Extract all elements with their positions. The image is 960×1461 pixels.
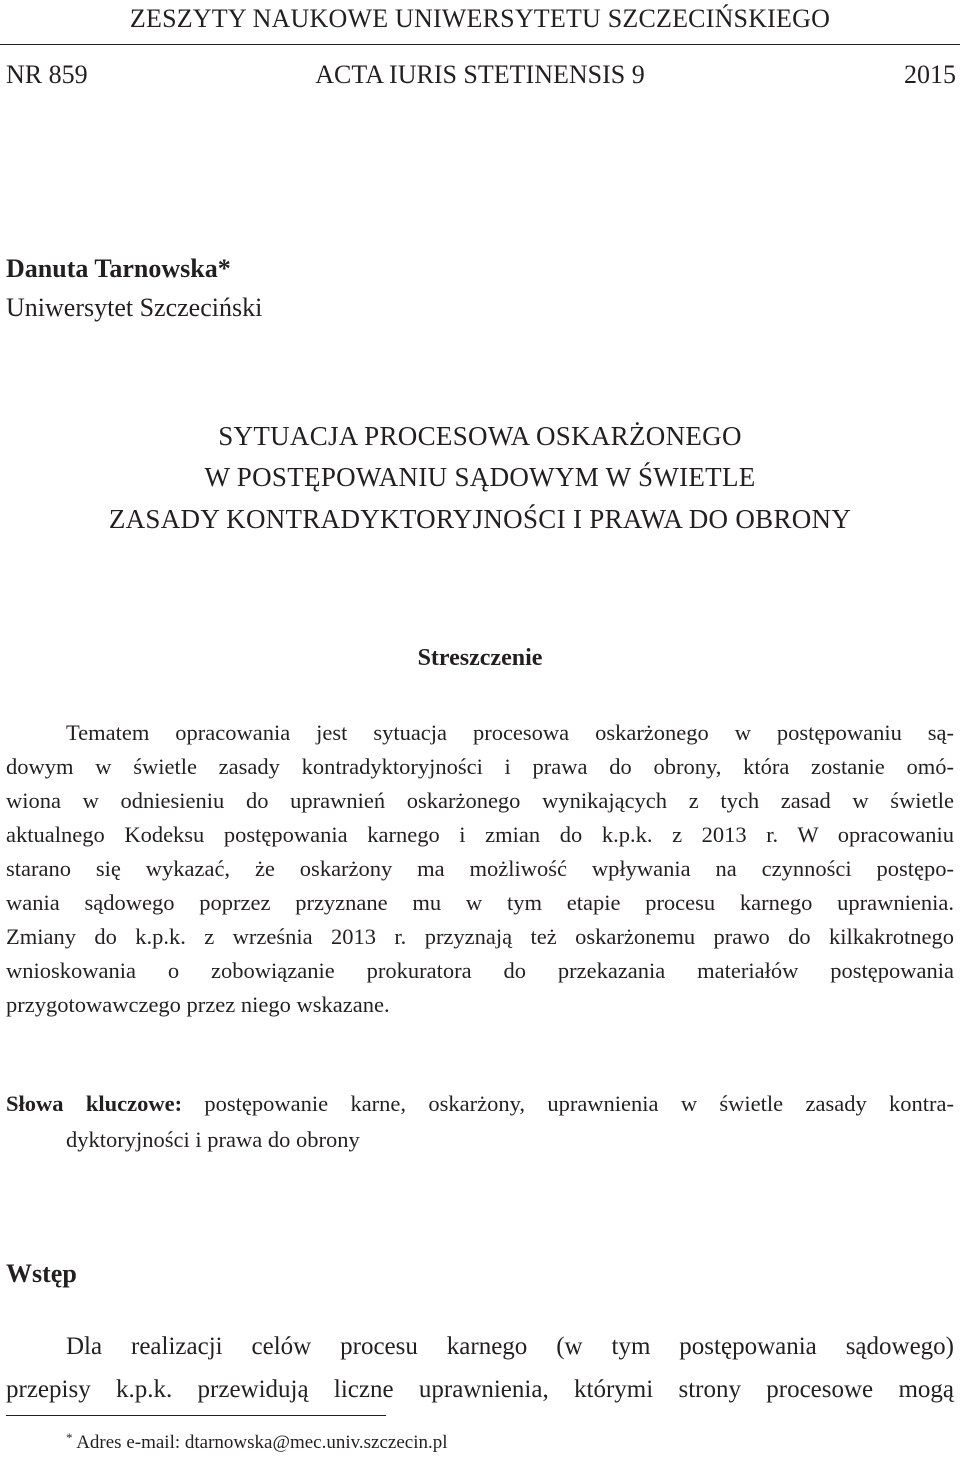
issue-row (0, 60, 960, 92)
footnote (66, 1432, 448, 1454)
keywords-label: Słowa kluczowe: (6, 1091, 183, 1116)
body-line: Dla realizacji celów procesu karnego (w tym postępowania sądowego) (66, 1333, 954, 1360)
footnote-text: Adres e-mail: dtarnowska@mec.univ.szczecin.pl (72, 1432, 448, 1453)
keywords-continuation: dyktoryjności i prawa do obrony (66, 1127, 360, 1152)
header-divider (0, 44, 960, 45)
footnote-divider (6, 1415, 386, 1416)
abstract-line: wania sądowego poprzez przyznane mu w tym etapie procesu karnego uprawnienia. (6, 890, 954, 915)
author-affiliation: Uniwersytet Szczeciński (6, 293, 263, 322)
abstract-heading: Streszczenie (417, 645, 543, 671)
footnote-mark: * (66, 1430, 73, 1445)
abstract-line: przygotowawczego przez niego wskazane. (6, 992, 390, 1017)
issue-year: 2015 (904, 60, 956, 89)
abstract-line: wiona w odniesieniu do uprawnień oskarżonego wynikających z tych zasad w świetle (6, 788, 954, 813)
section-heading: Wstęp (6, 1259, 77, 1288)
author-name: Danuta Tarnowska* (6, 254, 231, 283)
paper-title-line-2: W POSTĘPOWANIU SĄDOWYM W ŚWIETLE (204, 462, 756, 492)
keywords-text: postępowanie karne, oskarżony, uprawnienia w świetle zasady kontra- (182, 1091, 954, 1116)
issue-number: NR 859 (6, 60, 88, 89)
abstract-line: wnioskowania o zobowiązanie prokuratora do przekazania materiałów postępowania (6, 958, 954, 983)
keywords-line (6, 1091, 954, 1121)
body-line: przepisy k.p.k. przewidują liczne uprawnienia, którymi strony procesowe mogą (6, 1376, 954, 1403)
abstract-line: Tematem opracowania jest sytuacja procesowa oskarżonego w postępowaniu są- (66, 720, 954, 745)
abstract-line: aktualnego Kodeksu postępowania karnego i zmian do k.p.k. z 2013 r. W opracowaniu (6, 822, 954, 847)
series-title: ACTA IURIS STETINENSIS 9 (315, 60, 645, 89)
paper-title-line-1: SYTUACJA PROCESOWA OSKARŻONEGO (218, 421, 742, 451)
journal-title: ZESZYTY NAUKOWE UNIWERSYTETU SZCZECIŃSKIEGO (129, 4, 831, 33)
paper-title-line-3: ZASADY KONTRADYKTORYJNOŚCI I PRAWA DO OBRONY (108, 504, 852, 534)
abstract-line: Zmiany do k.p.k. z września 2013 r. przyznają też oskarżonemu prawo do kilkakrotnego (6, 924, 954, 949)
abstract-line: dowym w świetle zasady kontradyktoryjności i prawa do obrony, która zostanie omó- (6, 754, 954, 779)
abstract-line: starano się wykazać, że oskarżony ma możliwość wpływania na czynności postępo- (6, 856, 954, 881)
